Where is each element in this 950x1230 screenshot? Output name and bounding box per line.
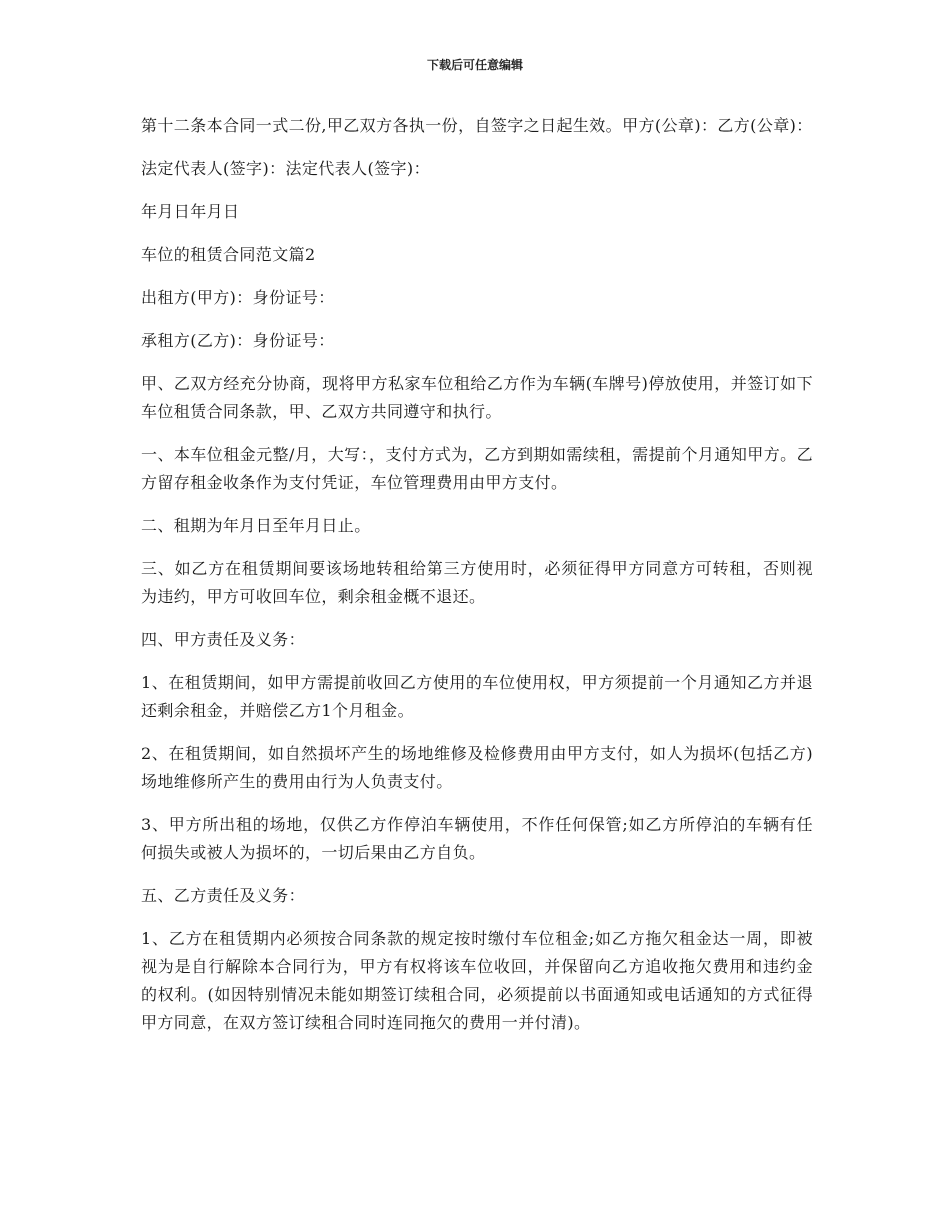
- header-note: 下载后可任意编辑: [426, 58, 523, 72]
- paragraph-legal-representatives: 法定代表人(签字)：法定代表人(签字)：: [141, 159, 430, 178]
- paragraph-lessor-duty-3: 3、甲方所出租的场地，仅供乙方作停泊车辆使用，不作任何保管;如乙方所停泊的车辆有任何损失或被人为损坏的，一切后果由乙方自负。: [141, 815, 813, 862]
- paragraph-date-line: 年月日年月日: [141, 202, 240, 221]
- paragraph-lessee: 承租方(乙方)：身份证号：: [141, 331, 335, 350]
- paragraph-article-12: 第十二条本合同一式二份,甲乙双方各执一份，自签字之日起生效。甲方(公章)：乙方(公章)：: [141, 116, 813, 135]
- paragraph-clause-2: 二、租期为年月日至年月日止。: [141, 516, 371, 535]
- heading-lessee-duties: 五、乙方责任及义务：: [141, 886, 306, 905]
- paragraph-lessor-duty-1: 1、在租赁期间，如甲方需提前收回乙方使用的车位使用权，甲方须提前一个月通知乙方并退还剩余租金，并赔偿乙方1个月租金。: [141, 673, 813, 720]
- paragraph-preamble: 甲、乙双方经充分协商，现将甲方私家车位租给乙方作为车辆(车牌号)停放使用，并签订如下车位租赁合同条款，甲、乙双方共同遵守和执行。: [141, 374, 813, 421]
- section-title: 车位的租赁合同范文篇2: [141, 245, 316, 264]
- paragraph-clause-1: 一、本车位租金元整/月，大写：，支付方式为，乙方到期如需续租，需提前个月通知甲方。乙方留存租金收条作为支付凭证，车位管理费用由甲方支付。: [141, 445, 813, 492]
- paragraph-lessee-duty-1: 1、乙方在租赁期内必须按合同条款的规定按时缴付车位租金;如乙方拖欠租金达一周，即被视为是自行解除本合同行为，甲方有权将该车位收回，并保留向乙方追收拖欠费用和违约金的权利。(如因特别情况未能如期签订续租合同，必须提前以书面通知或电话通知的方式征得甲方同意，在双方签订续租合同时连同拖欠的费用一并付清)。: [141, 929, 813, 1032]
- document-body: [141, 112, 813, 1052]
- heading-lessor-duties: 四、甲方责任及义务：: [141, 630, 306, 649]
- paragraph-lessor-duty-2: 2、在租赁期间，如自然损坏产生的场地维修及检修费用由甲方支付，如人为损坏(包括乙方)场地维修所产生的费用由行为人负责支付。: [141, 744, 813, 791]
- paragraph-clause-3: 三、如乙方在租赁期间要该场地转租给第三方使用时，必须征得甲方同意方可转租，否则视为违约，甲方可收回车位，剩余租金概不退还。: [141, 559, 813, 606]
- paragraph-lessor: 出租方(甲方)：身份证号：: [141, 288, 335, 307]
